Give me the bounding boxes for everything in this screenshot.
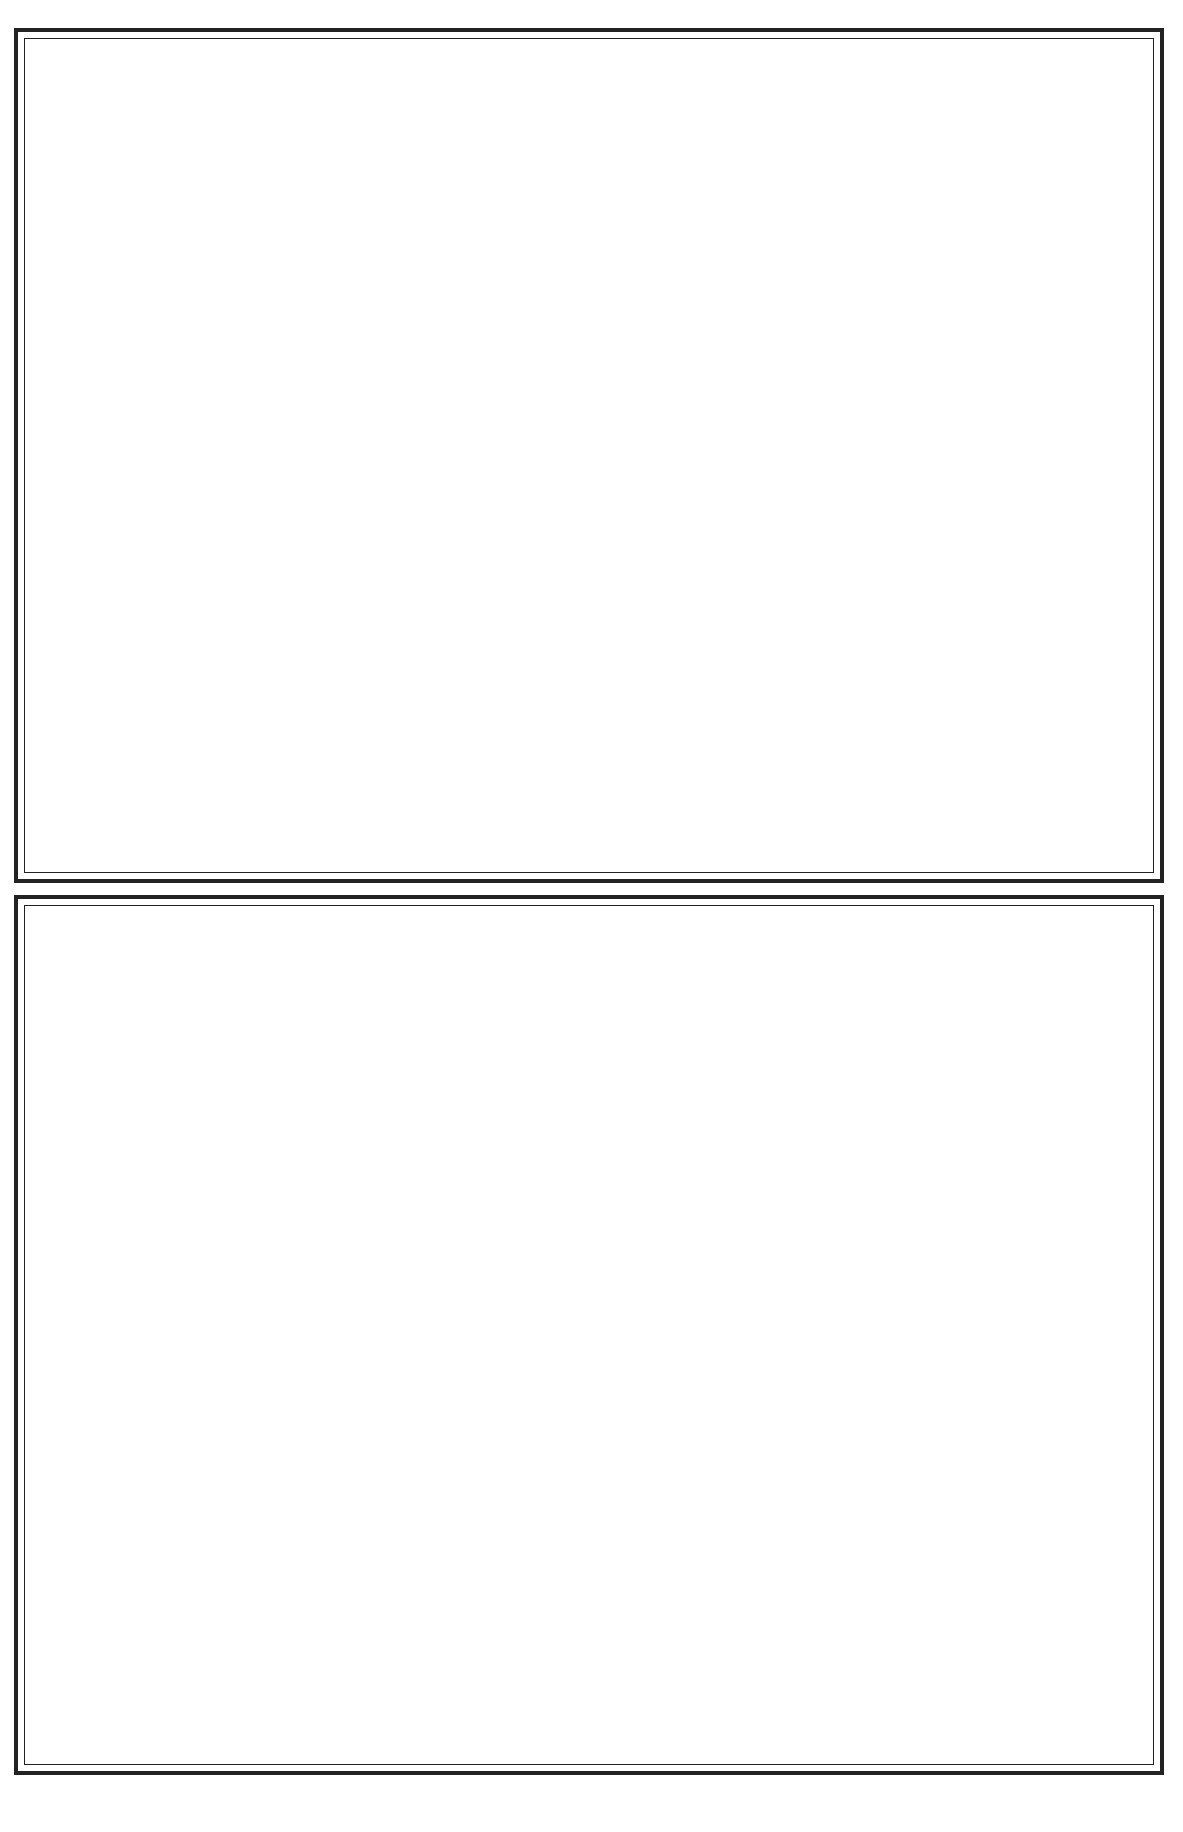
lower-page-columns: [25, 906, 1153, 1764]
upper-page: [14, 28, 1164, 883]
lower-page: [14, 895, 1164, 1775]
lower-page-frame: [24, 905, 1154, 1765]
upper-page-frame: [24, 38, 1154, 873]
upper-page-columns: [25, 39, 1153, 872]
